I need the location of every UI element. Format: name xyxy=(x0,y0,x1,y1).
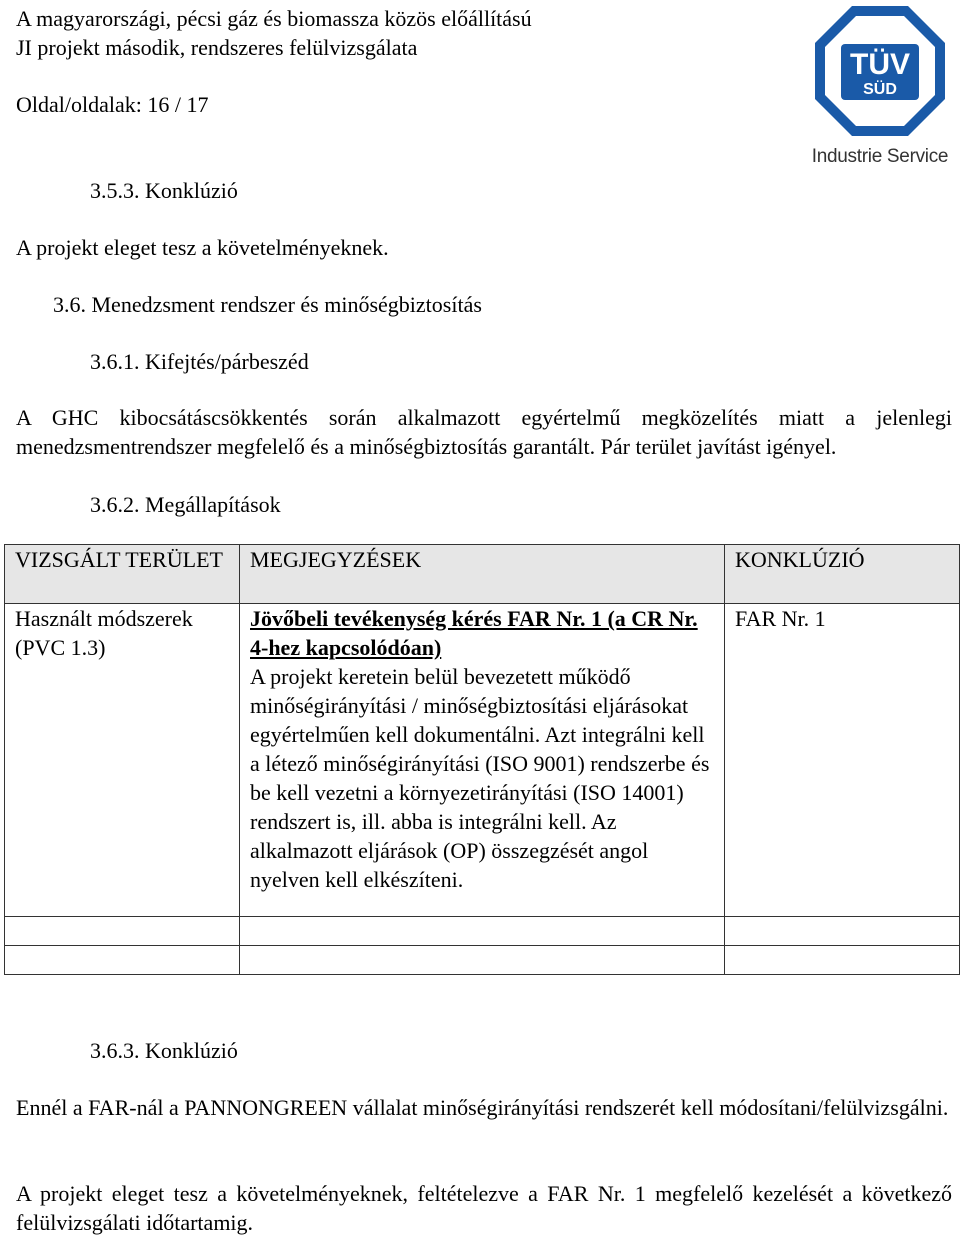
cell-conclusion xyxy=(725,604,960,917)
section-3-5-3-text: A projekt eleget tesz a követelményeknek. xyxy=(16,235,389,260)
section-3-5-3-heading: 3.5.3. Konklúzió xyxy=(90,178,238,203)
empty-cell xyxy=(240,917,725,946)
findings-table xyxy=(4,544,960,975)
note-body: A projekt keretein belül bevezetett működő minőségirányítási / minőségbiztosítási eljárásokat egyértelműen kell dokumentálni. Azt integrálni kell a létező minőségirányítási (ISO 9001) rendszerbe és be kell vezetni a környezetirányítási (ISO 14001) rendszert is, ill. abba is integrálni kell. Az alkalmazott eljárások (OP) összegzését angol nyelven kell elkészíteni. xyxy=(250,664,710,892)
table-row xyxy=(5,604,960,917)
table-header-row xyxy=(5,545,960,604)
note-title: Jövőbeli tevékenység kérés FAR Nr. 1 (a CR Nr. 4-hez kapcsolódóan) xyxy=(250,606,698,660)
header-project-subtitle: JI projekt második, rendszeres felülvizsgálata xyxy=(16,35,418,60)
section-3-6-1-text: A GHC kibocsátáscsökkentés során alkalmazott egyértelmű megközelítés miatt a jelenlegi menedzsmentrendszer megfelelő és a minőségbiztosítás garantált. Pár terület javítást igényel. xyxy=(16,405,952,459)
conclusion-text: FAR Nr. 1 xyxy=(735,606,826,631)
empty-cell xyxy=(725,917,960,946)
header-project-title: A magyarországi, pécsi gáz és biomassza közös előállítású xyxy=(16,6,532,31)
section-3-6-heading: 3.6. Menedzsment rendszer és minőségbiztosítás xyxy=(53,292,482,317)
empty-cell xyxy=(725,946,960,975)
section-3-6-2-heading: 3.6.2. Megállapítások xyxy=(90,492,281,517)
cell-notes xyxy=(240,604,725,917)
header-area: VIZSGÁLT TERÜLET xyxy=(5,545,240,604)
section-3-6-3-heading: 3.6.3. Konklúzió xyxy=(90,1038,238,1063)
logo-caption: Industrie Service xyxy=(811,146,949,167)
empty-cell xyxy=(5,946,240,975)
logo-sub: SÜD xyxy=(863,81,897,98)
tuv-sud-logo xyxy=(805,2,955,167)
page-number: Oldal/oldalak: 16 / 17 xyxy=(16,92,209,117)
header-notes: MEGJEGYZÉSEK xyxy=(240,545,725,604)
section-3-6-3-text-1: Ennél a FAR-nál a PANNONGREEN vállalat minőségirányítási rendszerét kell módosítani/felülvizsgálni. xyxy=(16,1095,949,1120)
empty-cell xyxy=(240,946,725,975)
section-3-6-1-heading: 3.6.1. Kifejtés/párbeszéd xyxy=(90,349,309,374)
empty-cell xyxy=(5,917,240,946)
header-conclusion: KONKLÚZIÓ xyxy=(725,545,960,604)
cell-area xyxy=(5,604,240,917)
tuv-octagon-icon xyxy=(813,4,947,138)
section-3-6-3-text-2: A projekt eleget tesz a követelményeknek, feltételezve a FAR Nr. 1 megfelelő kezelését a következő felülvizsgálati időtartamig. xyxy=(16,1181,952,1235)
area-text: Használt módszerek (PVC 1.3) xyxy=(15,606,193,660)
table-row-empty xyxy=(5,917,960,946)
table-row-empty xyxy=(5,946,960,975)
logo-mark: TÜV xyxy=(850,48,910,81)
